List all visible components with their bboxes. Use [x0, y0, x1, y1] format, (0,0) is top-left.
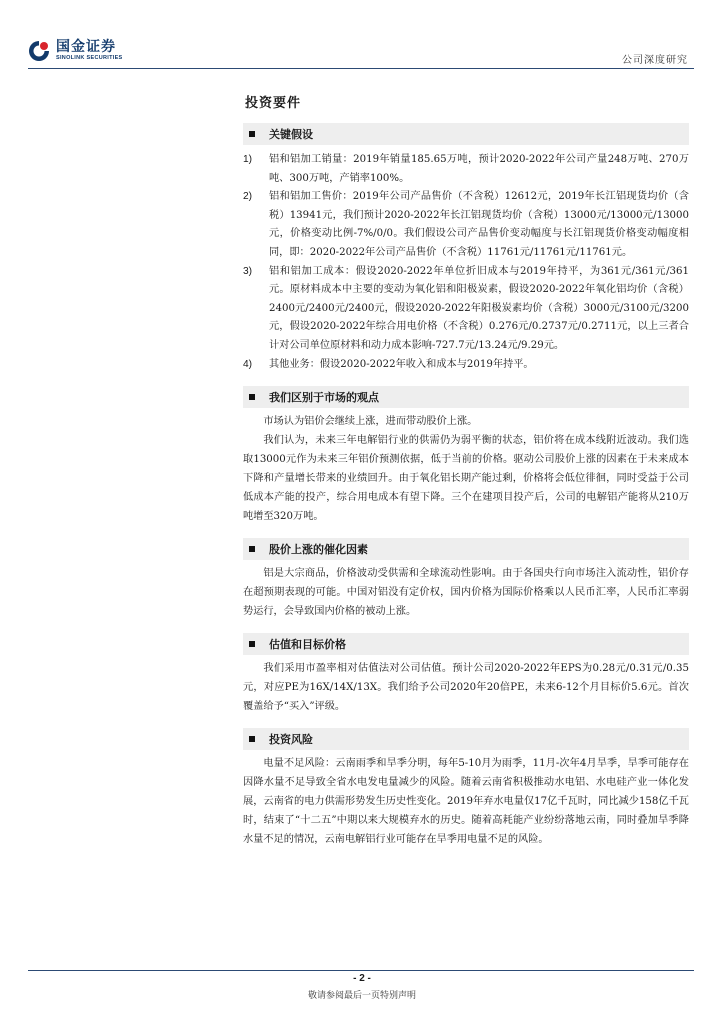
section-title: 投资风险 [269, 733, 313, 747]
square-bullet-icon [249, 736, 255, 742]
section-header-difference [243, 386, 689, 408]
document-type-label: 公司深度研究 [622, 55, 688, 66]
section-title: 估值和目标价格 [269, 638, 346, 652]
section-header-catalyst [243, 538, 689, 560]
logo-chinese-name: 国金证券 [56, 39, 116, 55]
company-logo [28, 40, 123, 62]
logo-english-name: SINOLINK SECURITIES [56, 55, 123, 61]
list-item [243, 263, 689, 356]
list-item [243, 151, 689, 188]
list-item-text: 铝和铝加工成本：假设2020-2022年单位折旧成本与2019年持平，为361元/361元/361元。原材料成本中主要的变动为氧化铝和阳极炭素，假设2020-2022年氧化铝均价（含税）2400元/2400元/2400元，假设2020-2022年阳极炭素均价（含税）3000元/3100元/3200元，假设2020-2022年综合用电价格（不含税）0.276元/0.2737元/0.2711元，以上三者合计对公司单位原材料和动力成本影响-727.7元/13.24元/9.29元。 [269, 265, 689, 351]
list-item [243, 188, 689, 262]
section-title: 我们区别于市场的观点 [269, 391, 379, 405]
list-item-number: 3) [243, 265, 253, 277]
list-item-text: 其他业务：假设2020-2022年收入和成本与2019年持平。 [269, 358, 534, 370]
section-title: 关键假设 [269, 128, 313, 141]
square-bullet-icon [249, 641, 255, 647]
assumptions-list [243, 151, 689, 374]
paragraph: 我们采用市盈率相对估值法对公司估值。预计公司2020-2022年EPS为0.28元/0.31元/0.35元，对应PE为16X/14X/13X。我们给予公司2020年20倍PE，未来6-12个月目标价5.6元。首次覆盖给予“买入”评级。 [243, 663, 689, 713]
section-header-risks [243, 728, 689, 750]
square-bullet-icon [249, 546, 255, 552]
page-number: - 2 - [353, 973, 371, 984]
paragraph: 电量不足风险：云南雨季和旱季分明，每年5-10月为雨季，11月-次年4月旱季，旱季可能存在因降水量不足导致全省水电发电量减少的风险。随着云南省积极推动水电铝、水电硅产业一体化发展，云南省的电力供需形势发生历史性变化。2019年弃水电量仅17亿千瓦时，同比减少158亿千瓦时，结束了“十二五”中期以来大规模弃水的历史。随着高耗能产业纷纷落地云南，同时叠加旱季降水量不足的情况，云南电解铝行业可能存在旱季用电量不足的风险。 [243, 758, 689, 846]
list-item [243, 356, 689, 375]
disclaimer-note: 敬请参阅最后一页特别声明 [307, 991, 416, 1001]
footer-divider [28, 970, 694, 971]
section-header-valuation [243, 633, 689, 655]
list-item-text: 铝和铝加工销量：2019年销量185.65万吨，预计2020-2022年公司产量248万吨、270万吨、300万吨，产销率100%。 [269, 154, 689, 184]
main-content [243, 92, 689, 849]
section-title: 股价上涨的催化因素 [269, 543, 368, 557]
square-bullet-icon [249, 394, 255, 400]
paragraph: 我们认为，未来三年电解铝行业的供需仍为弱平衡的状态，铝价将在成本线附近波动。我们选取13000元作为未来三年铝价预测依据，低于当前的价格。驱动公司股价上涨的因素在于未来成本下降和产量增长带来的业绩回升。由于氧化铝长期产能过剩，价格将会低位徘徊，同时受益于公司低成本产能的投产，综合用电成本有望下降。三个在建项目投产后，公司的电解铝产能将从210万吨增至320万吨。 [243, 435, 689, 523]
section-header-assumptions [243, 123, 689, 145]
page-title: 投资要件 [245, 96, 302, 111]
paragraph: 铝是大宗商品，价格波动受供需和全球流动性影响。由于各国央行向市场注入流动性，铝价存在超预期表现的可能。中国对铝没有定价权，国内价格为国际价格乘以人民币汇率，人民币汇率弱势运行，会导致国内价格的被动上涨。 [243, 568, 689, 618]
paragraph: 市场认为铝价会继续上涨，进而带动股价上涨。 [263, 416, 478, 428]
list-item-number: 4) [243, 358, 253, 370]
square-bullet-icon [249, 131, 255, 137]
list-item-number: 2) [243, 191, 253, 203]
list-item-number: 1) [243, 154, 253, 165]
header-divider [28, 68, 694, 69]
list-item-text: 铝和铝加工售价：2019年公司产品售价（不含税）12612元，2019年长江铝现货均价（含税）13941元，我们预计2020-2022年长江铝现货均价（含税）13000元/13000元/13000元，价格变动比例-7%/0/0。我们假设公司产品售价变动幅度与长江铝现货价格变动幅度相同，即：2020-2022年公司产品售价（不含税）11761元/11761元/11761元。 [269, 191, 689, 258]
sinolink-logo-icon [28, 40, 50, 62]
